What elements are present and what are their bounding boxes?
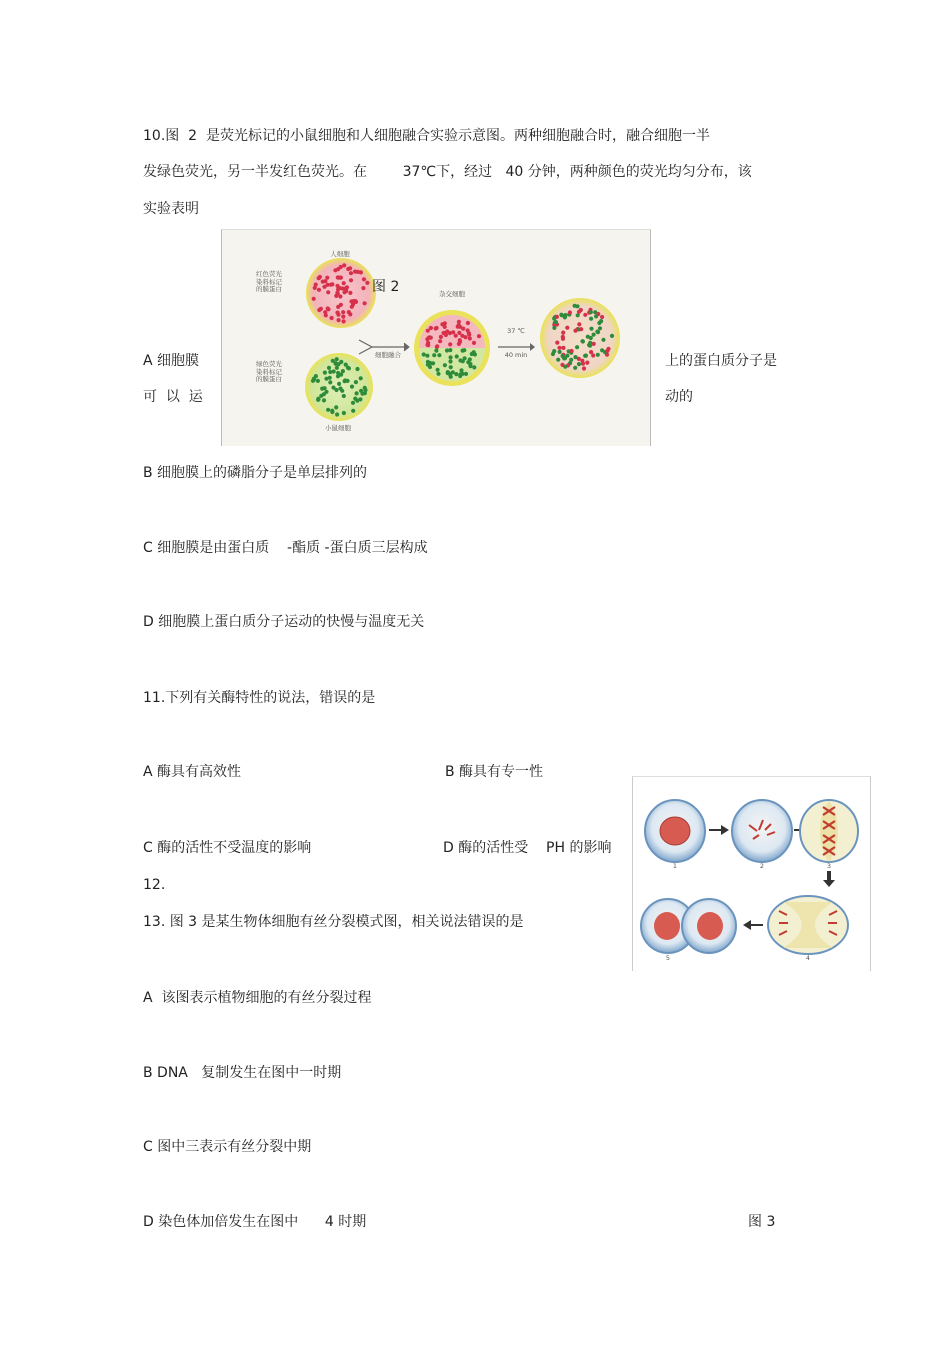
- q10-option-a-right-1: 上的蛋白质分子是: [665, 353, 777, 369]
- fluorescent-dot: [581, 339, 585, 343]
- fluorescent-dot: [454, 372, 458, 376]
- fluorescent-dot: [335, 412, 339, 416]
- q10-stem-line-2: 发绿色荧光，另一半发红色荧光。在 37℃下，经过 40 分钟，两种颜色的荧光均匀分布，该: [143, 164, 752, 180]
- fluorescent-dot: [323, 371, 327, 375]
- fluorescent-dot: [336, 374, 340, 378]
- fluorescent-dot: [587, 343, 591, 347]
- fluorescent-dot: [341, 310, 345, 314]
- fluorescent-dot: [317, 308, 321, 312]
- fluorescent-dot: [448, 359, 452, 363]
- fluorescent-dot: [601, 338, 605, 342]
- fluorescent-dot: [598, 326, 602, 330]
- q10-option-b: B 细胞膜上的磷脂分子是单层排列的: [143, 465, 368, 481]
- fluorescent-dot: [454, 334, 458, 338]
- fluorescent-dot: [335, 366, 339, 370]
- fusion-label: 细胞融合: [375, 351, 401, 359]
- fluorescent-dot: [425, 343, 429, 347]
- fluorescent-dot: [569, 358, 573, 362]
- fluorescent-dot: [577, 310, 581, 314]
- fluorescent-dot: [326, 290, 330, 294]
- fluorescent-dot: [563, 315, 567, 319]
- q11-option-d: D 酶的活性受 PH 的影响: [443, 840, 612, 856]
- q11-option-a: A 酶具有高效性: [143, 764, 242, 780]
- fluorescent-dot: [561, 354, 565, 358]
- fluorescent-dot: [323, 310, 327, 314]
- fluorescent-dot: [342, 281, 346, 285]
- fluorescent-dot: [436, 368, 440, 372]
- temperature-label: 37 ℃: [507, 327, 525, 335]
- fluorescent-dot: [352, 299, 356, 303]
- fluorescent-dot: [434, 349, 438, 353]
- fluorescent-dot: [473, 352, 477, 356]
- fluorescent-dot: [561, 335, 565, 339]
- fluorescent-dot: [341, 315, 345, 319]
- fluorescent-dot: [336, 313, 340, 317]
- hybrid-cell-label: 杂交细胞: [439, 290, 465, 298]
- fluorescent-dot: [342, 411, 346, 415]
- q11-option-b: B 酶具有专一性: [445, 764, 544, 780]
- fluorescent-dot: [610, 334, 614, 338]
- stage-4-number: 4: [805, 954, 811, 962]
- fluorescent-dot: [322, 398, 326, 402]
- q10-option-d: D 细胞膜上蛋白质分子运动的快慢与温度无关: [143, 614, 425, 630]
- fluorescent-dot: [448, 342, 452, 346]
- fluorescent-dot: [448, 372, 452, 376]
- fluorescent-dot: [552, 349, 556, 353]
- fluorescent-dot: [565, 354, 569, 358]
- q10-stem-line-3: 实验表明: [143, 201, 199, 217]
- fluorescent-dot: [583, 313, 587, 317]
- q11-option-c: C 酶的活性不受温度的影响: [143, 840, 312, 856]
- fluorescent-dot: [584, 354, 588, 358]
- fluorescent-dot: [459, 372, 463, 376]
- fluorescent-dot: [556, 358, 560, 362]
- fluorescent-dot: [600, 315, 604, 319]
- fluorescent-dot: [341, 286, 345, 290]
- fluorescent-dot: [458, 325, 462, 329]
- fluorescent-dot: [589, 350, 593, 354]
- fluorescent-dot: [363, 301, 367, 305]
- human-cell-label: 人细胞: [330, 250, 350, 258]
- q12-stem: 12.: [143, 877, 166, 893]
- fluorescent-dot: [555, 341, 559, 345]
- stage-1-number: 1: [672, 862, 678, 870]
- fluorescent-dot: [354, 380, 358, 384]
- fluorescent-dot: [346, 267, 350, 271]
- fluorescent-dot: [328, 376, 332, 380]
- fluorescent-dot: [341, 369, 345, 373]
- fluorescent-dot: [437, 353, 441, 357]
- fluorescent-dot: [342, 319, 346, 323]
- q11-stem: 11.下列有关酶特性的说法，错误的是: [143, 690, 376, 706]
- fluorescent-dot: [605, 349, 609, 353]
- fluorescent-dot: [355, 391, 359, 395]
- fluorescent-dot: [443, 363, 447, 367]
- fluorescent-dot: [316, 379, 320, 383]
- fluorescent-dot: [559, 313, 563, 317]
- fluorescent-dot: [589, 310, 593, 314]
- fluorescent-dot: [464, 372, 468, 376]
- fluorescent-dot: [335, 284, 339, 288]
- fluorescent-dot: [317, 288, 321, 292]
- fluorescent-dot: [460, 334, 464, 338]
- red-label: 红色荧光 染料标记 的膜蛋白: [256, 270, 282, 293]
- time-label: 40 min: [504, 351, 528, 359]
- cell-fusion-diagram: [222, 230, 650, 446]
- fluorescent-dot: [316, 397, 320, 401]
- fluorescent-dot: [461, 349, 465, 353]
- stage-5-number: 5: [665, 954, 671, 962]
- fluorescent-dot: [435, 326, 439, 330]
- fluorescent-dot: [596, 330, 600, 334]
- fluorescent-dot: [350, 385, 354, 389]
- fluorescent-dot: [339, 265, 343, 269]
- fluorescent-dot: [328, 380, 332, 384]
- fluorescent-dot: [552, 326, 556, 330]
- fluorescent-dot: [573, 329, 577, 333]
- arrow-1-2: [709, 825, 729, 835]
- fluorescent-dot: [339, 303, 343, 307]
- figure-2-cell-fusion: [221, 229, 651, 446]
- fluorescent-dot: [347, 310, 351, 314]
- figure-2-caption: 图 2: [372, 279, 400, 295]
- fluorescent-dot: [440, 322, 444, 326]
- fluorescent-dot: [356, 270, 360, 274]
- fluorescent-dot: [439, 335, 443, 339]
- q10-option-c: C 细胞膜是由蛋白质 -酯质 -蛋白质三层构成: [143, 540, 428, 556]
- fluorescent-dot: [337, 382, 341, 386]
- fluorescent-dot: [326, 306, 330, 310]
- green-label: 绿色荧光 染料标记 的膜蛋白: [256, 360, 282, 383]
- fluorescent-dot: [327, 366, 331, 370]
- fluorescent-dot: [334, 388, 338, 392]
- fluorescent-dot: [361, 286, 365, 290]
- fluorescent-dot: [326, 408, 330, 412]
- fluorescent-dot: [594, 314, 598, 318]
- fluorescent-dot: [600, 348, 604, 352]
- fluorescent-dot: [349, 271, 353, 275]
- fluorescent-dot: [342, 394, 346, 398]
- fluorescent-dot: [337, 276, 341, 280]
- fluorescent-dot: [363, 386, 367, 390]
- fluorescent-dot: [586, 335, 590, 339]
- q13-option-c: C 图中三表示有丝分裂中期: [143, 1139, 312, 1155]
- fluorescent-dot: [333, 268, 337, 272]
- figure-3-caption: 图 3: [748, 1214, 776, 1230]
- fluorescent-dot: [425, 354, 429, 358]
- fluorescent-dot: [557, 346, 561, 350]
- fluorescent-dot: [561, 331, 565, 335]
- fluorescent-dot: [330, 409, 334, 413]
- fluorescent-dot: [330, 316, 334, 320]
- fluorescent-dot: [581, 362, 585, 366]
- fluorescent-dot: [312, 297, 316, 301]
- fluorescent-dot: [321, 280, 325, 284]
- fluorescent-dot: [344, 289, 348, 293]
- fluorescent-dot: [589, 327, 593, 331]
- q10-stem-line-1: 10.图 2 是荧光标记的小鼠细胞和人细胞融合实验示意图。两种细胞融合时，融合细胞一半: [143, 128, 710, 144]
- fluorescent-dot: [323, 386, 327, 390]
- fluorescent-dot: [554, 320, 558, 324]
- arrow-4-5: [743, 920, 763, 930]
- fluorescent-dot: [438, 339, 442, 343]
- q13-option-b: B DNA 复制发生在图中一时期: [143, 1065, 342, 1081]
- fluorescent-dot: [428, 361, 432, 365]
- fluorescent-dot: [449, 365, 453, 369]
- fluorescent-dot: [555, 315, 559, 319]
- fluorescent-dot: [337, 318, 341, 322]
- fluorescent-dot: [325, 283, 329, 287]
- fluorescent-dot: [579, 327, 583, 331]
- fluorescent-dot: [577, 362, 581, 366]
- fluorescent-dot: [349, 278, 353, 282]
- fluorescent-dot: [449, 355, 453, 359]
- fluorescent-dot: [467, 333, 471, 337]
- fluorescent-dot: [575, 304, 579, 308]
- fluorescent-dot: [577, 322, 581, 326]
- q13-option-a: A 该图表示植物细胞的有丝分裂过程: [143, 990, 372, 1006]
- fluorescent-dot: [328, 370, 332, 374]
- fluorescent-dot: [573, 366, 577, 370]
- fluorescent-dot: [472, 365, 476, 369]
- fluorescent-dot: [365, 281, 369, 285]
- fluorescent-dot: [362, 277, 366, 281]
- fluorescent-dot: [355, 367, 359, 371]
- fluorescent-dot: [348, 291, 352, 295]
- fluorescent-dot: [597, 321, 601, 325]
- mouse-cell-label: 小鼠细胞: [325, 424, 351, 432]
- q10-option-a-left-1: A 细胞膜: [143, 353, 200, 369]
- fluorescent-dot: [318, 275, 322, 279]
- fluorescent-dot: [570, 349, 574, 353]
- fluorescent-dot: [573, 355, 577, 359]
- fluorescent-dot: [355, 399, 359, 403]
- fluorescent-dot: [575, 345, 579, 349]
- fluorescent-dot: [568, 310, 572, 314]
- fluorescent-dot: [338, 386, 342, 390]
- fluorescent-dot: [558, 350, 562, 354]
- fluorescent-dot: [461, 359, 465, 363]
- fluorescent-dot: [436, 372, 440, 376]
- stage-2-number: 2: [759, 862, 765, 870]
- fluorescent-dot: [426, 329, 430, 333]
- fluorescent-dot: [363, 391, 367, 395]
- fluorescent-dot: [314, 374, 318, 378]
- fluorescent-dot: [359, 376, 363, 380]
- fluorescent-dot: [451, 330, 455, 334]
- fluorescent-dot: [458, 340, 462, 344]
- fluorescent-dot: [596, 353, 600, 357]
- fluorescent-dot: [477, 334, 481, 338]
- fluorescent-dot: [466, 328, 470, 332]
- fluorescent-dot: [344, 363, 348, 367]
- fluorescent-dot: [336, 362, 340, 366]
- fluorescent-dot: [351, 401, 355, 405]
- mitosis-diagram: [633, 777, 870, 971]
- fluorescent-dot: [472, 341, 476, 345]
- fluorescent-dot: [466, 321, 470, 325]
- fluorescent-dot: [343, 378, 347, 382]
- fluorescent-dot: [565, 326, 569, 330]
- figure-3-mitosis: [632, 776, 871, 971]
- fluorescent-dot: [351, 409, 355, 413]
- fluorescent-dot: [432, 353, 436, 357]
- q10-option-a-left-2: 可 以 运: [143, 389, 203, 405]
- q13-stem: 13. 图 3 是某生物体细胞有丝分裂模式图，相关说法错误的是: [143, 914, 524, 930]
- arrow-3-4: [823, 871, 835, 887]
- fluorescent-dot: [592, 333, 596, 337]
- fluorescent-dot: [582, 366, 586, 370]
- fluorescent-dot: [468, 336, 472, 340]
- fluorescent-dot: [428, 335, 432, 339]
- fluorescent-dot: [334, 405, 338, 409]
- fluorescent-dot: [561, 346, 565, 350]
- fluorescent-dot: [589, 317, 593, 321]
- fluorescent-dot: [455, 354, 459, 358]
- q13-option-d: D 染色体加倍发生在图中 4 时期: [143, 1214, 367, 1230]
- stage-2-cell: [732, 800, 792, 862]
- fluorescent-dot: [347, 366, 351, 370]
- fluorescent-dot: [324, 390, 328, 394]
- fluorescent-dot: [435, 345, 439, 349]
- fluorescent-dot: [563, 365, 567, 369]
- q10-option-a-right-2: 动的: [665, 389, 693, 405]
- fluorescent-dot: [314, 283, 318, 287]
- fluorescent-dot: [445, 348, 449, 352]
- fluorescent-dot: [442, 331, 446, 335]
- stage-3-number: 3: [826, 862, 832, 870]
- fluorescent-dot: [468, 362, 472, 366]
- fluorescent-dot: [585, 361, 589, 365]
- fluorescent-dot: [335, 357, 339, 361]
- fluorescent-dot: [422, 352, 426, 356]
